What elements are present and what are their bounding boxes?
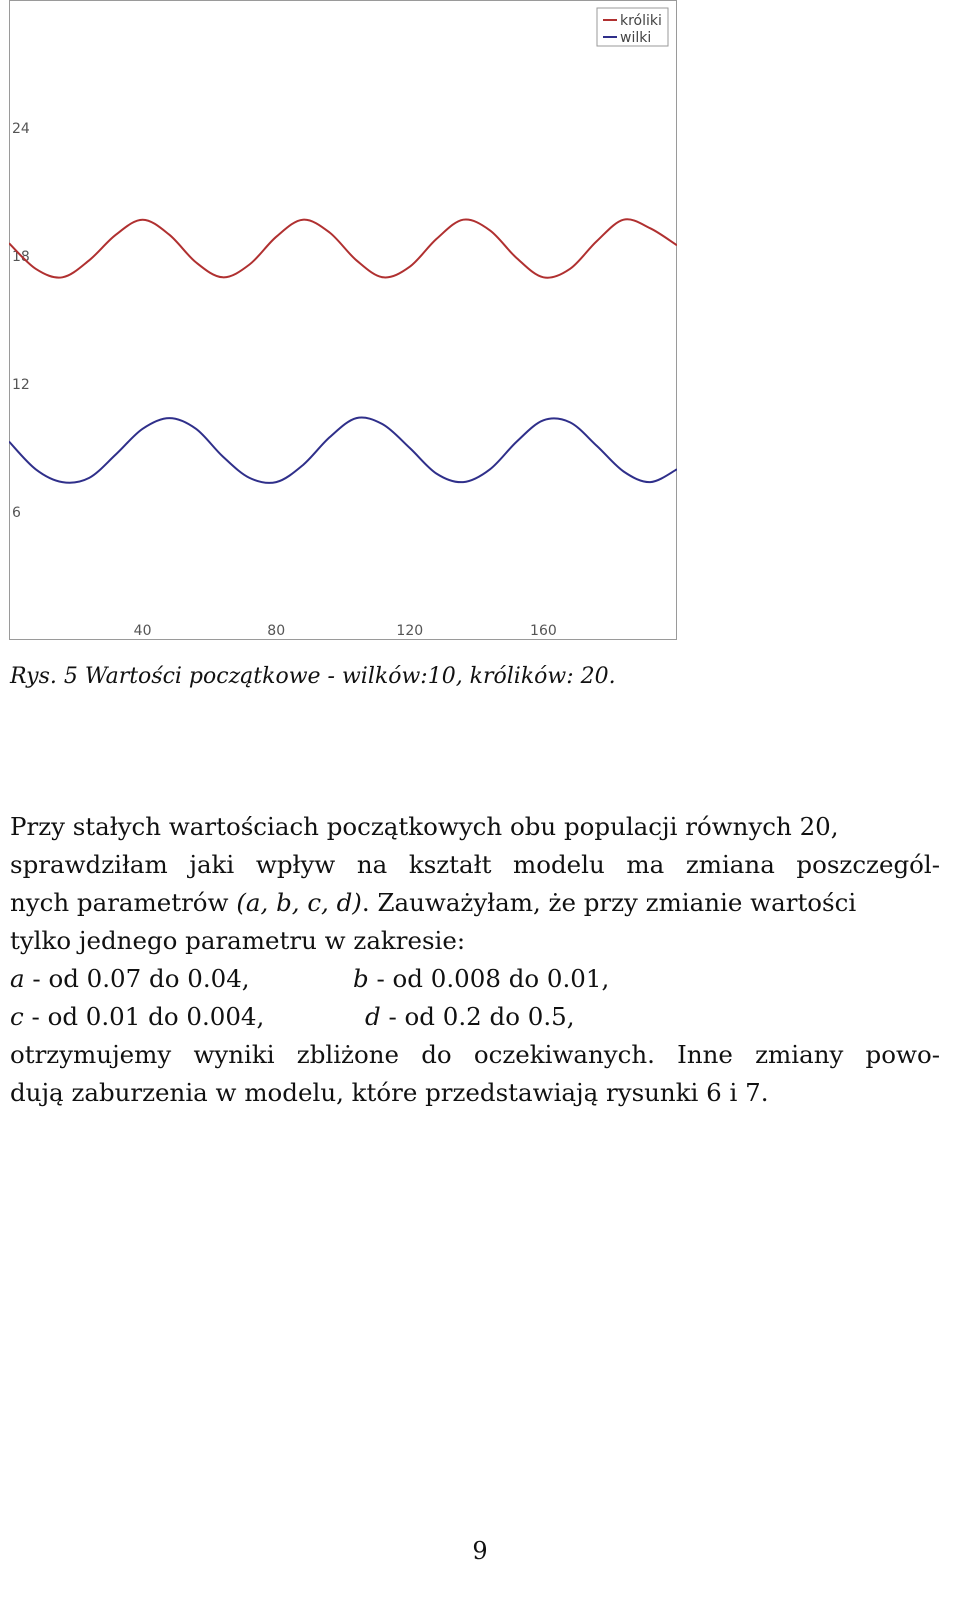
y-tick-label: 6 xyxy=(12,505,21,521)
paragraph-line-4: tylko jednego parametru w zakresie: xyxy=(10,926,466,955)
legend-label-wilki: wilki xyxy=(620,30,652,46)
chart-frame xyxy=(10,1,677,640)
page-number: 9 xyxy=(472,1537,488,1565)
paragraph-line-3-end: . Zauważyłam, że przy zmianie wartości xyxy=(361,888,857,917)
y-tick-label: 24 xyxy=(12,121,30,137)
param-b: b xyxy=(353,964,369,993)
range-d xyxy=(365,998,575,1036)
legend xyxy=(597,8,668,46)
paragraph-line-8: dują zaburzenia w modelu, które przedstawiają rysunki 6 i 7. xyxy=(10,1078,769,1107)
param-c: c xyxy=(10,1002,24,1031)
param-d: d xyxy=(365,1002,381,1031)
range-b-text: - od 0.008 do 0.01, xyxy=(368,964,610,993)
range-line-ab xyxy=(10,960,940,998)
range-a xyxy=(10,964,250,993)
y-tick-label: 18 xyxy=(12,249,30,265)
range-c-text: - od 0.01 do 0.004, xyxy=(23,1002,265,1031)
range-line-cd xyxy=(10,998,940,1036)
range-b xyxy=(353,960,609,998)
range-d-text: - od 0.2 do 0.5, xyxy=(380,1002,575,1031)
body-paragraph xyxy=(10,808,940,1112)
x-tick-label: 80 xyxy=(267,623,286,639)
y-tick-label: 12 xyxy=(12,377,30,393)
figure-caption: Rys. 5 Wartości początkowe - wilków:10, królików: 20. xyxy=(10,664,616,689)
paragraph-line-3 xyxy=(10,884,940,922)
paragraph-line-7: otrzymujemy wyniki zbliżone do oczekiwanych. Inne zmiany powo- xyxy=(10,1040,940,1069)
paragraph-line-1: Przy stałych wartościach początkowych obu populacji równych 20, xyxy=(10,812,839,841)
x-tick-label: 40 xyxy=(133,623,152,639)
x-tick-label: 160 xyxy=(530,623,557,639)
x-tick-label: 120 xyxy=(396,623,424,639)
range-c xyxy=(10,1002,264,1031)
paragraph-line-3-start: nych parametrów xyxy=(10,888,237,917)
paragraph-line-2: sprawdziłam jaki wpływ na kształt modelu ma zmiana poszczegól- xyxy=(10,850,940,879)
param-a: a xyxy=(10,964,25,993)
legend-label-kroliki: króliki xyxy=(620,13,662,29)
range-a-text: - od 0.07 do 0.04, xyxy=(24,964,250,993)
parameter-tuple: (a, b, c, d) xyxy=(236,888,362,917)
population-chart xyxy=(9,0,677,640)
